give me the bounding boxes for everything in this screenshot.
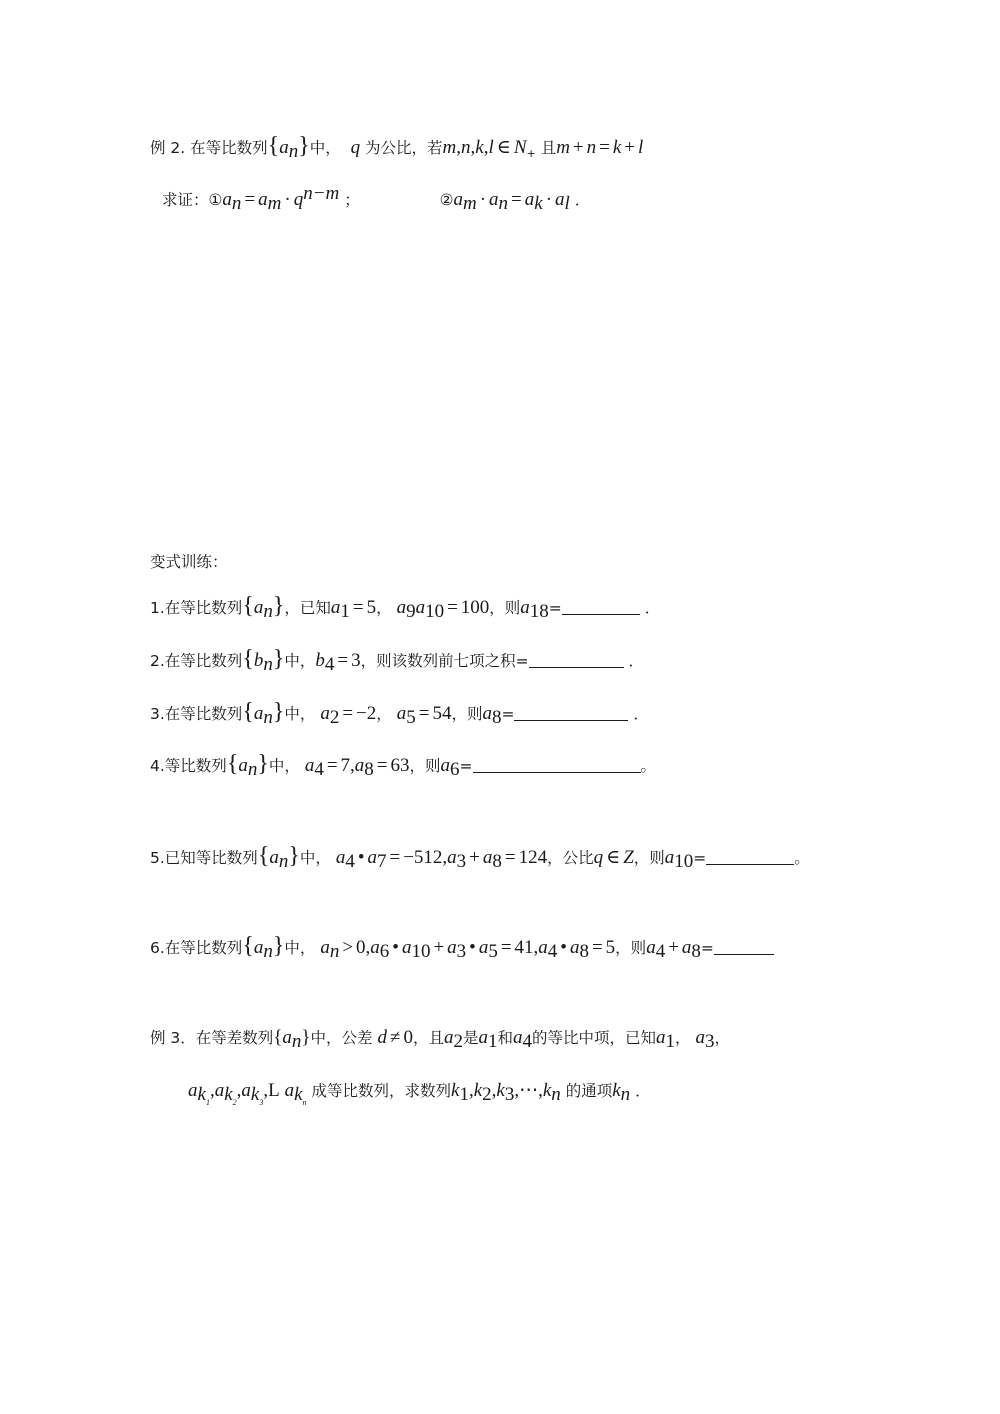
- variant-title: 变式训练：: [150, 553, 228, 571]
- problem-6: 6.在等比数列$\{a_n\}$中， $a_n > 0,a_6$ • $a_{10} + a_3$ • $a_5 = 41,a_4$ • $a_8 = 5$，则$a_4 + a_8=$: [150, 932, 774, 962]
- answer-blank-2[interactable]: [529, 651, 624, 668]
- answer-blank-1[interactable]: [562, 598, 640, 615]
- example3-statement: 例 3．在等差数列$\{a_n\}$中，公差 d ≠ 0，且$a_2$是$a_1$和$a_4$的等比中项，已知$a_1$， $a_3$，: [150, 1027, 730, 1053]
- answer-blank-6[interactable]: [714, 938, 774, 955]
- problem-3: 3.在等比数列$\{a_n\}$中， $a_2 = -2$， $a_5 = 54$，则$a_8=$ ．: [150, 699, 649, 729]
- example2-label: 例 2. 在等比数列: [150, 139, 268, 157]
- problem-2: 2.在等比数列$\{b_n\}$中，$b_4 = 3$，则该数列前七项之积= ．: [150, 646, 645, 676]
- problem-5: 5.已知等比数列$\{a_n\}$中， $a_4$ • $a_7 = -512,a_3 + a_8 = 124$，公比q ∈ Z，则$a_{10}=$ 。: [150, 843, 810, 873]
- problem-1: 1.在等比数列$\{a_n\}$，已知$a_1 = 5$， $a_9a_{10} = 100$，则$a_{18}=$ ．: [150, 593, 661, 623]
- answer-blank-4[interactable]: [473, 756, 641, 773]
- example2-prove: 求证：$①a_n = a_m \cdot q^{n-m}$ ； $②a_m \cdot a_n = a_k \cdot a_l$ ．: [162, 182, 591, 215]
- answer-blank-3[interactable]: [514, 704, 628, 721]
- example3-label: 例 3．在等差数列: [150, 1029, 274, 1047]
- example2-statement: 例 2. 在等比数列$\{a_n\}$中， q 为公比，若m,n,k,l ∈ $N_+$ 且m + n = k + l: [150, 133, 644, 163]
- example3-continued: $a_{k_1},a_{k_2},a_{k_3},L$ $a_{k_n}$ 成等比数列，求数列$k_1,k_2,k_3,\cdots,k_n$ 的通项$k_n$ ．: [188, 1080, 651, 1107]
- problem-4: 4.等比数列$\{a_n\}$中， $a_4 = 7,a_8 = 63$，则$a_6=$ 。: [150, 751, 657, 781]
- answer-blank-5[interactable]: [706, 848, 794, 865]
